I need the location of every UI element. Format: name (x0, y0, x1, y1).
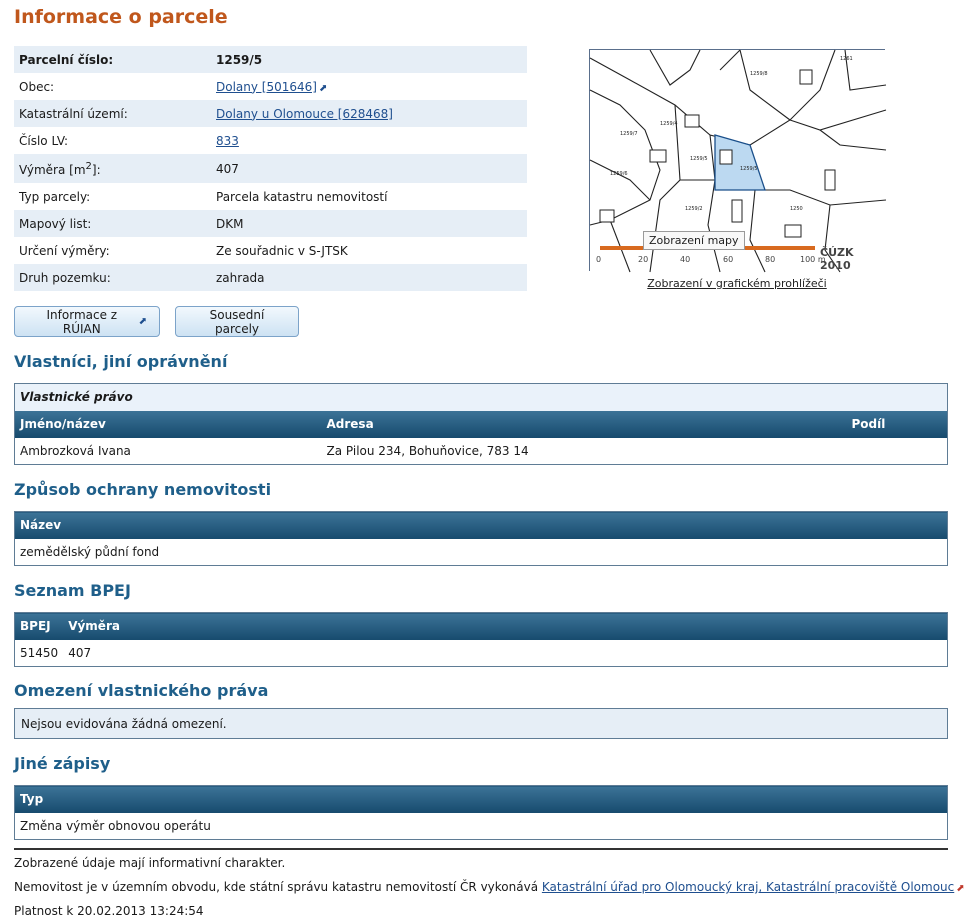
cadastral-area-link[interactable]: Dolany u Olomouce [628468] (216, 106, 393, 121)
info-label-end: ]: (91, 162, 101, 177)
info-label-superscript: 2 (85, 160, 92, 172)
column-header-share: Podíl (847, 411, 948, 438)
info-value-cell (211, 100, 527, 127)
parcel-map[interactable] (589, 49, 885, 271)
page-title: Informace o parcele (14, 6, 228, 28)
footer-note: Zobrazené údaje mají informativní charakter. (14, 856, 286, 870)
column-header-area: Výměra (63, 613, 947, 640)
info-label: Číslo LV: (14, 127, 211, 154)
info-row-parcel-type (14, 183, 527, 210)
municipality-link[interactable]: Dolany [501646] (216, 79, 317, 94)
info-label: Mapový list: (14, 210, 211, 237)
parcel-info-table (14, 46, 527, 291)
footer-office-line (14, 880, 965, 894)
info-value-cell (211, 127, 527, 154)
graphic-viewer-link[interactable]: Zobrazení v grafickém prohlížeči (647, 277, 827, 290)
svg-text:1259/7: 1259/7 (620, 131, 638, 137)
bpej-area: 407 (63, 640, 947, 667)
info-value: Parcela katastru nemovitostí (211, 183, 527, 210)
owner-address: Za Pilou 234, Bohuňovice, 783 14 (322, 438, 847, 465)
info-row-land-type (14, 264, 527, 291)
external-link-icon: ⬈ (138, 316, 147, 327)
info-value-cell (211, 73, 527, 100)
info-row-area (14, 154, 527, 183)
owners-header-row (15, 411, 948, 438)
cadastral-office-link[interactable]: Katastrální úřad pro Olomoucký kraj, Katastrální pracoviště Olomouc (541, 880, 955, 894)
owner-name: Ambrozková Ivana (15, 438, 322, 465)
other-record-value: Změna výměr obnovou operátu (15, 813, 948, 840)
info-row-lv (14, 127, 527, 154)
column-header-bpej: BPEJ (15, 613, 64, 640)
info-value: Ze souřadnic v S-JTSK (211, 237, 527, 264)
bpej-heading: Seznam BPEJ (14, 581, 131, 600)
svg-text:1250: 1250 (790, 206, 803, 212)
owners-heading: Vlastníci, jiní oprávnění (14, 352, 228, 371)
svg-text:1259/2: 1259/2 (685, 206, 703, 212)
svg-text:1259/5: 1259/5 (690, 156, 708, 162)
restrictions-heading: Omezení vlastnického práva (14, 681, 269, 700)
external-link-icon[interactable]: ⬈ (318, 82, 328, 94)
lv-number-link[interactable]: 833 (216, 133, 239, 148)
other-header-row (15, 786, 948, 813)
table-row (15, 438, 948, 465)
footer-divider (14, 848, 948, 850)
scale-label: 0 (596, 255, 602, 264)
protection-heading: Způsob ochrany nemovitosti (14, 480, 272, 499)
info-label: Určení výměry: (14, 237, 211, 264)
info-row-cadastral-area (14, 100, 527, 127)
scale-label: 100 m (800, 255, 826, 264)
ruian-button-label: Informace z RÚIAN (46, 307, 118, 336)
footer-validity: Platnost k 20.02.2013 13:24:54 (14, 904, 204, 918)
restrictions-text: Nejsou evidována žádná omezení. (14, 708, 948, 739)
column-header-name: Jméno/název (15, 411, 322, 438)
scale-label: 20 (638, 255, 649, 264)
scale-label: 40 (680, 255, 691, 264)
external-link-icon[interactable]: ⬈ (956, 883, 965, 894)
info-value: DKM (211, 210, 527, 237)
column-header-address: Adresa (322, 411, 847, 438)
map-tooltip: Zobrazení mapy (643, 231, 745, 250)
svg-text:1259/4: 1259/4 (660, 121, 678, 127)
neighbor-parcels-button[interactable]: Sousední parcely (175, 306, 299, 337)
protection-table (14, 511, 948, 566)
info-label: Typ parcely: (14, 183, 211, 210)
owners-table (14, 383, 948, 465)
info-row-map-sheet (14, 210, 527, 237)
protection-header-row (15, 512, 948, 539)
table-row (15, 640, 948, 667)
info-label: Druh pozemku: (14, 264, 211, 291)
info-label (14, 154, 211, 183)
info-row-municipality (14, 73, 527, 100)
info-value: 1259/5 (211, 46, 527, 73)
bpej-header-row (15, 613, 948, 640)
owner-share (847, 438, 948, 465)
table-row (15, 813, 948, 840)
other-records-heading: Jiné zápisy (14, 754, 111, 773)
svg-text:1259/5: 1259/5 (740, 166, 758, 172)
owners-caption: Vlastnické právo (15, 384, 948, 411)
protection-value: zemědělský půdní fond (15, 539, 948, 566)
scale-label: 60 (723, 255, 734, 264)
bpej-table (14, 612, 948, 667)
info-row-parcel-number (14, 46, 527, 73)
owners-caption-row (15, 384, 948, 411)
svg-text:1259/6: 1259/6 (610, 171, 628, 177)
info-value: 407 (211, 154, 527, 183)
info-label-text: Výměra [m (19, 162, 86, 177)
table-row (15, 539, 948, 566)
column-header-title: Název (15, 512, 948, 539)
bpej-code: 51450 (15, 640, 64, 667)
info-row-area-method (14, 237, 527, 264)
info-label: Katastrální území: (14, 100, 211, 127)
column-header-type: Typ (15, 786, 948, 813)
info-label: Parcelní číslo: (14, 46, 211, 73)
other-records-table (14, 785, 948, 840)
info-value: zahrada (211, 264, 527, 291)
svg-text:1261: 1261 (840, 56, 853, 62)
svg-text:1259/8: 1259/8 (750, 71, 768, 77)
ruian-info-button[interactable] (14, 306, 160, 337)
info-label: Obec: (14, 73, 211, 100)
scale-label: 80 (765, 255, 776, 264)
map-copyright: ČÚZK 2010 (820, 246, 854, 272)
footer-office-prefix: Nemovitost je v územním obvodu, kde státní správu katastru nemovitostí ČR vykonává (14, 880, 539, 894)
